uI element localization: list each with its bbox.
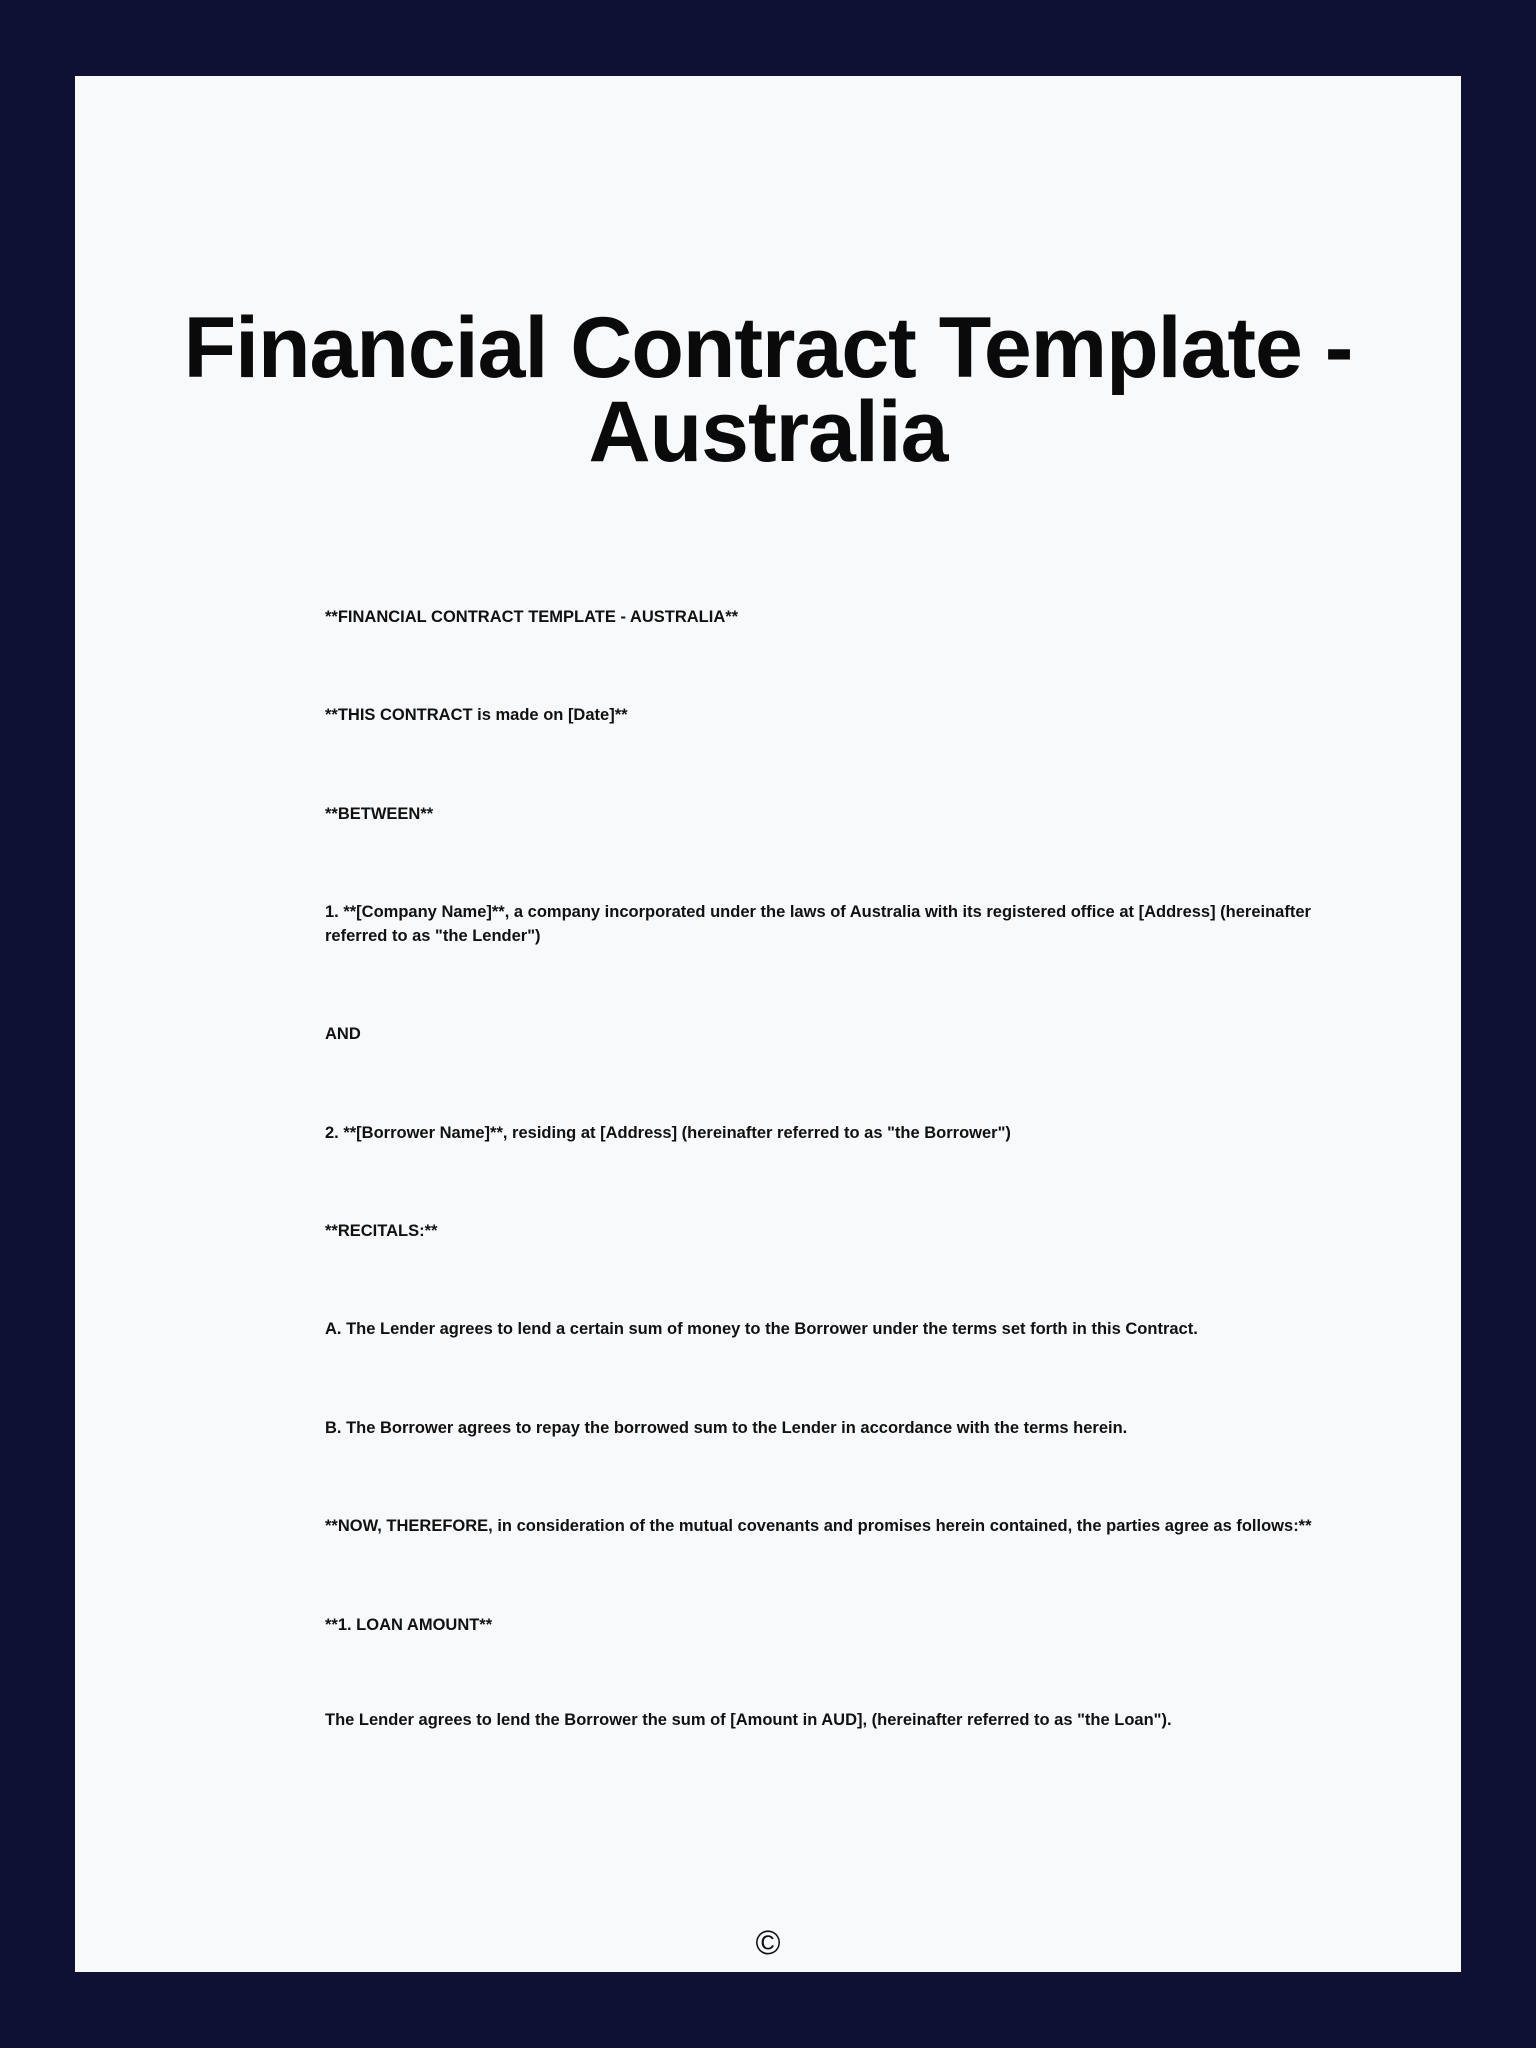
page-title: Financial Contract Template - Australia xyxy=(183,300,1353,481)
paragraph-now-therefore: **NOW, THEREFORE, in consideration of the mutual covenants and promises herein contained, the parties agree as follows:** xyxy=(325,1517,1312,1536)
paragraph-recital-b: B. The Borrower agrees to repay the borrowed sum to the Lender in accordance with the terms herein. xyxy=(325,1418,1128,1437)
paragraph-recital-a: A. The Lender agrees to lend a certain sum of money to the Borrower under the terms set forth in this Contract. xyxy=(325,1320,1198,1339)
paragraph-heading-template: **FINANCIAL CONTRACT TEMPLATE - AUSTRALIA** xyxy=(325,608,739,626)
paragraph-between: **BETWEEN** xyxy=(325,804,434,823)
document-body xyxy=(325,606,1355,1807)
paragraph-party-lender: 1. **[Company Name]**, a company incorporated under the laws of Australia with its registered office at [Address] (hereinafter referred to as "the Lender") xyxy=(325,903,1311,945)
paragraph-contract-date: **THIS CONTRACT is made on [Date]** xyxy=(325,706,628,725)
paragraph-party-borrower: 2. **[Borrower Name]**, residing at [Address] (hereinafter referred to as "the Borrower") xyxy=(325,1123,1011,1142)
document-page xyxy=(75,76,1461,1972)
paragraph-section-1-heading: **1. LOAN AMOUNT** xyxy=(325,1615,493,1634)
paragraph-and: AND xyxy=(325,1025,361,1044)
paragraph-recitals-heading: **RECITALS:** xyxy=(325,1221,438,1240)
copyright-icon: © xyxy=(755,1924,781,1962)
paragraph-loan-amount: The Lender agrees to lend the Borrower the sum of [Amount in AUD], (hereinafter referred to as "the Loan"). xyxy=(325,1711,1172,1730)
